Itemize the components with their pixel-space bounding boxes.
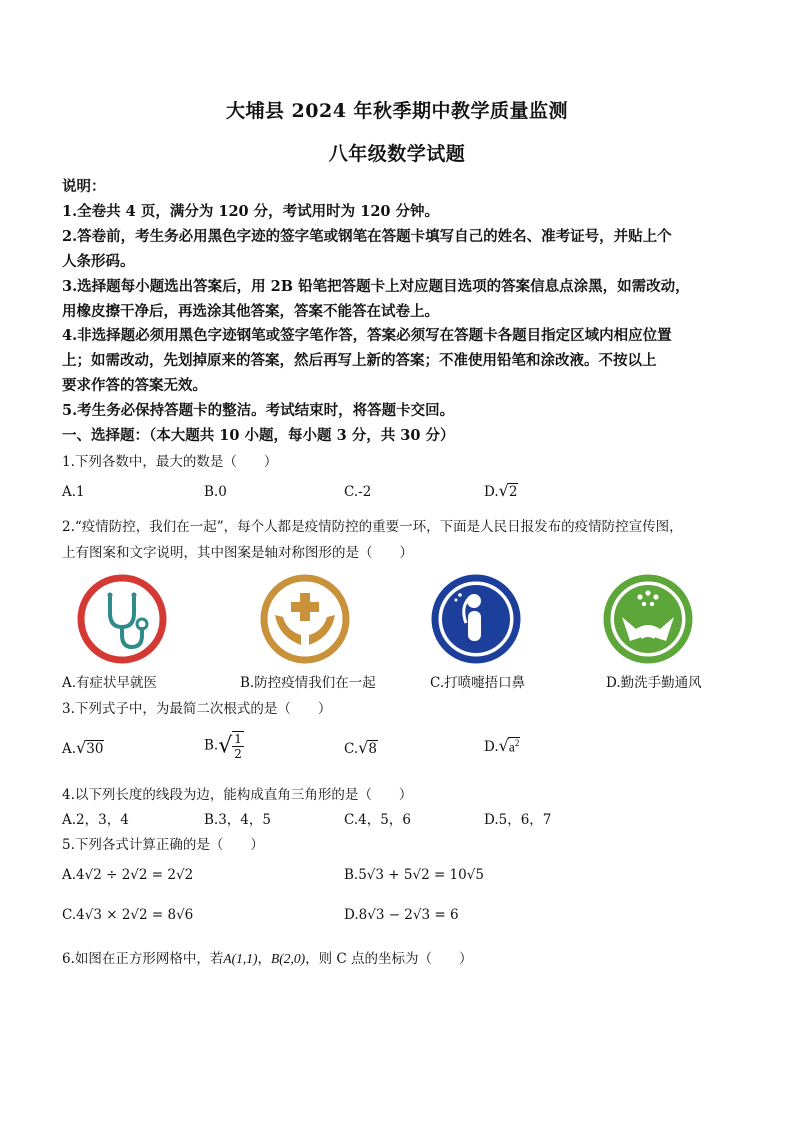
question-5-stem: 5.下列各式计算正确的是（ ） (62, 837, 264, 853)
instruction-line: 用橡皮擦干净后，再选涂其他答案，答案不能答在试卷上。 (62, 303, 439, 320)
instruction-line: 2.答卷前，考生务必用黑色字迹的签字笔或钢笔在答题卡填写自己的姓名、准考证号，并贴上个 (62, 228, 672, 245)
instruction-line: 4.非选择题必须用黑色字迹钢笔或签字笔作答，答案必须写在答题卡各题目指定区域内相应位置 (62, 327, 672, 344)
q3-option-a: A.√30 (62, 738, 104, 757)
q4-option-c: C.4，5，6 (344, 812, 411, 828)
stethoscope-icon (76, 573, 168, 665)
q1-option-c: C.-2 (344, 484, 372, 500)
q5-option-c: C.4√3 × 2√2 = 8√6 (62, 907, 194, 923)
q1-option-d: D.√2 (484, 481, 518, 500)
exam-subtitle: 八年级数学试题 (328, 143, 466, 165)
question-1-stem: 1.下列各数中，最大的数是（ ） (62, 454, 278, 470)
instruction-line: 要求作答的答案无效。 (62, 377, 207, 394)
instruction-line: 人条形码。 (62, 253, 135, 270)
q5-option-a: A.4√2 ÷ 2√2 = 2√2 (62, 867, 194, 883)
hands-cross-icon (259, 573, 351, 665)
q4-option-d: D.5，6，7 (484, 812, 552, 828)
q3-option-c: C.√8 (344, 738, 377, 757)
q4-option-b: B.3，4，5 (204, 812, 271, 828)
instruction-line: 5.考生务必保持答题卡的整洁。考试结束时，将答题卡交回。 (62, 402, 455, 419)
sneeze-cover-icon (430, 573, 522, 665)
instruction-line: 1.全卷共 4 页，满分为 120 分，考试用时为 120 分钟。 (62, 203, 440, 220)
question-2-stem-line2: 上有图案和文字说明，其中图案是轴对称图形的是（ ） (62, 545, 413, 561)
q4-option-a: A.2，3，4 (62, 812, 129, 828)
question-4-stem: 4.以下列长度的线段为边，能构成直角三角形的是（ ） (62, 787, 413, 803)
q5-option-b: B.5√3 + 5√2 = 10√5 (344, 867, 484, 883)
q2-option-a: A.有症状早就医 (62, 675, 158, 691)
instructions-label: 说明： (62, 178, 106, 195)
q2-option-c: C.打喷嚏捂口鼻 (430, 675, 526, 691)
section-heading: 一、选择题：（本大题共 10 小题，每小题 3 分，共 30 分） (62, 427, 455, 444)
instruction-line: 3.选择题每小题选出答案后，用 2B 铅笔把答题卡上对应题目选项的答案信息点涂黑，如需改动， (62, 278, 690, 295)
q2-option-d: D.勤洗手勤通风 (606, 675, 702, 691)
q1-option-b: B.0 (204, 484, 227, 500)
instruction-line: 上；如需改动，先划掉原来的答案，然后再写上新的答案；不准使用铅笔和涂改液。不按以上 (62, 352, 657, 369)
exam-title: 大埔县 2024 年秋季期中教学质量监测 (225, 100, 569, 122)
q3-option-b: B.√ $\frac{1}{2}$ (204, 732, 242, 761)
hand-washing-icon (602, 573, 694, 665)
question-3-stem: 3.下列式子中，为最简二次根式的是（ ） (62, 701, 332, 717)
question-6-stem: 6.如图在正方形网格中，若A(1,1)，B(2,0)，则 C 点的坐标为（ ） (62, 951, 473, 967)
q1-option-a: A.1 (62, 484, 85, 500)
question-2-stem-line1: 2.“疫情防控，我们在一起”，每个人都是疫情防控的重要一环，下面是人民日报发布的疫情防控宣传图， (62, 519, 683, 535)
q5-option-d: D.8√3 − 2√3 = 6 (344, 907, 459, 923)
q2-option-b: B.防控疫情我们在一起 (240, 675, 376, 691)
q3-option-d: $D.√a^2$ (484, 736, 520, 755)
